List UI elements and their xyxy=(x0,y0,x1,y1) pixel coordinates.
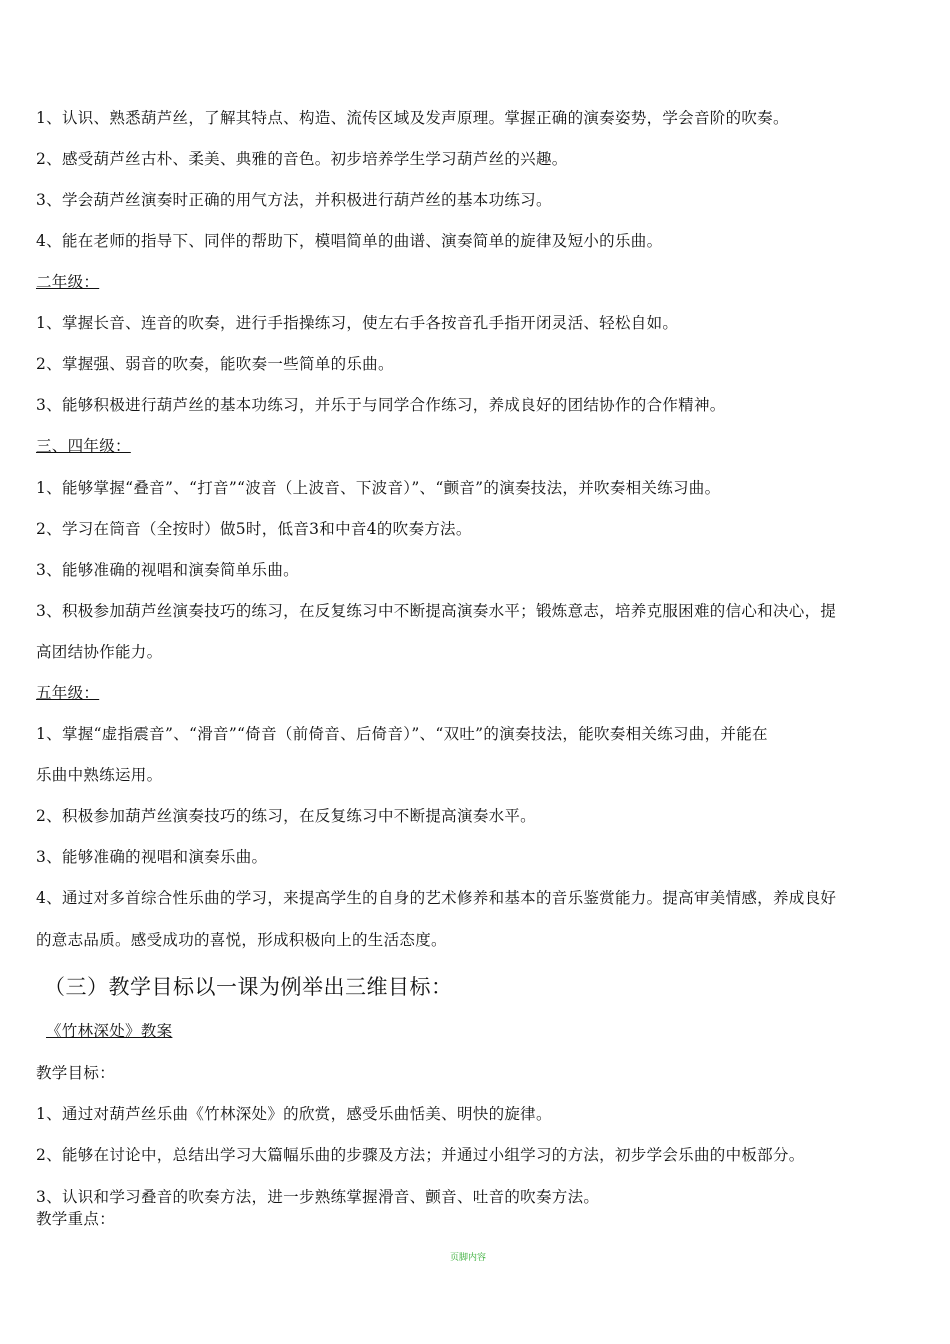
paragraph: 2、感受葫芦丝古朴、柔美、典雅的音色。初步培养学生学习葫芦丝的兴趣。 xyxy=(36,150,568,168)
paragraph: 的意志品质。感受成功的喜悦，形成积极向上的生活态度。 xyxy=(36,931,447,949)
grade-5-heading: 五年级： xyxy=(36,684,100,702)
paragraph: 1、能够掌握“叠音”、“打音”“波音（上波音、下波音）”、“颤音”的演奏技法，并吹奏相关练习曲。 xyxy=(36,479,721,497)
paragraph: 1、通过对葫芦丝乐曲《竹林深处》的欣赏，感受乐曲恬美、明快的旋律。 xyxy=(36,1105,552,1123)
grade-3-4-heading: 三、四年级： xyxy=(36,437,131,455)
grade-2-heading: 二年级： xyxy=(36,273,100,291)
paragraph: 2、能够在讨论中，总结出学习大篇幅乐曲的步骤及方法；并通过小组学习的方法，初步学会乐曲的中板部分。 xyxy=(36,1146,805,1164)
paragraph: 4、通过对多首综合性乐曲的学习，来提高学生的自身的艺术修养和基本的音乐鉴赏能力。提高审美情感，养成良好 xyxy=(36,889,837,907)
paragraph: 1、认识、熟悉葫芦丝，了解其特点、构造、流传区域及发声原理。掌握正确的演奏姿势，学会音阶的吹奏。 xyxy=(36,109,789,127)
paragraph: 3、能够积极进行葫芦丝的基本功练习，并乐于与同学合作练习，养成良好的团结协作的合作精神。 xyxy=(36,396,726,414)
section-heading: （三）教学目标以一课为例举出三维目标： xyxy=(44,975,453,999)
paragraph: 3、认识和学习叠音的吹奏方法，进一步熟练掌握滑音、颤音、吐音的吹奏方法。 xyxy=(36,1188,600,1206)
paragraph: 3、能够准确的视唱和演奏简单乐曲。 xyxy=(36,561,299,579)
paragraph: 高团结协作能力。 xyxy=(36,643,163,661)
paragraph: 4、能在老师的指导下、同伴的帮助下，模唱简单的曲谱、演奏简单的旋律及短小的乐曲。 xyxy=(36,232,663,250)
goals-label: 教学目标： xyxy=(36,1064,116,1082)
focus-label: 教学重点： xyxy=(36,1210,116,1228)
paragraph: 3、积极参加葫芦丝演奏技巧的练习，在反复练习中不断提高演奏水平；锻炼意志，培养克服困难的信心和决心，提 xyxy=(36,602,837,620)
paragraph: 2、掌握强、弱音的吹奏，能吹奏一些简单的乐曲。 xyxy=(36,355,394,373)
paragraph: 1、掌握“虚指震音”、“滑音”“倚音（前倚音、后倚音）”、“双吐”的演奏技法，能吹奏相关练习曲，并能在 xyxy=(36,725,768,743)
paragraph: 3、学会葫芦丝演奏时正确的用气方法，并积极进行葫芦丝的基本功练习。 xyxy=(36,191,552,209)
paragraph: 乐曲中熟练运用。 xyxy=(36,766,163,784)
paragraph: 2、学习在筒音（全按时）做5时，低音3和中音4的吹奏方法。 xyxy=(36,520,472,538)
lesson-title: 《竹林深处》教案 xyxy=(46,1022,173,1040)
paragraph: 1、掌握长音、连音的吹奏，进行手指操练习，使左右手各按音孔手指开闭灵活、轻松自如。 xyxy=(36,314,679,332)
paragraph: 3、能够准确的视唱和演奏乐曲。 xyxy=(36,848,268,866)
paragraph: 2、积极参加葫芦丝演奏技巧的练习，在反复练习中不断提高演奏水平。 xyxy=(36,807,536,825)
page-footer: 页脚内容 xyxy=(450,1253,487,1263)
